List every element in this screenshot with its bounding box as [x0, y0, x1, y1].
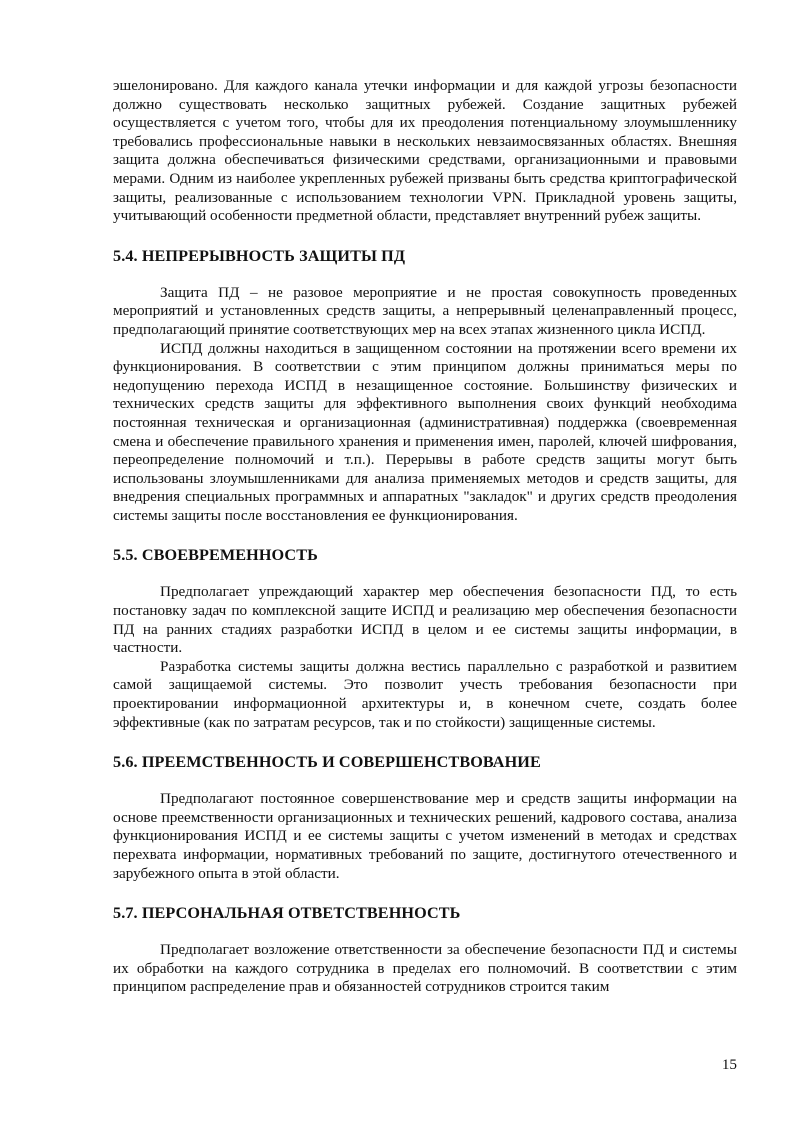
section-heading: 5.7. ПЕРСОНАЛЬНАЯ ОТВЕТСТВЕННОСТЬ — [113, 904, 461, 923]
section-5-5 — [113, 545, 737, 732]
section-5-6 — [113, 752, 737, 883]
paragraph: Предполагает упреждающий характер мер обеспечения безопасности ПД, то есть постановку задач по комплексной защите ИСПД и реализацию мер обеспечения безопасности ПД на ранних стадиях разработки ИСПД в целом и ее системы защиты информации, в частности. — [113, 583, 737, 657]
section-5-4 — [113, 246, 737, 526]
document-page — [113, 77, 737, 997]
paragraph: Разработка системы защиты должна вестись параллельно с разработкой и развитием самой защищаемой системы. Это позволит учесть требования безопасности при проектировании информационной архитектуры и, в конечном счете, создать более эффективные (как по затратам ресурсов, так и по стойкости) защищенные системы. — [113, 657, 737, 731]
section-5-7 — [113, 903, 737, 997]
paragraph: Предполагает возложение ответственности за обеспечение безопасности ПД и системы их обработки на каждого сотрудника в пределах его полномочий. В соответствии с этим принципом распределение прав и обязанностей сотрудников строится таким — [113, 941, 737, 996]
section-heading: 5.5. СВОЕВРЕМЕННОСТЬ — [113, 546, 318, 565]
paragraph: Предполагают постоянное совершенствование мер и средств защиты информации на основе преемственности организационных и технических решений, кадрового состава, анализа функционирования ИСПД и ее системы защиты с учетом изменений в методах и средствах перехвата информации, нормативных требований по защите, достигнутого отечественного и зарубежного опыта в этой области. — [113, 790, 737, 882]
section-heading: 5.4. НЕПРЕРЫВНОСТЬ ЗАЩИТЫ ПД — [113, 246, 406, 265]
paragraph: ИСПД должны находиться в защищенном состоянии на протяжении всего времени их функционирования. В соответствии с этим принципом должны приниматься меры по недопущению перехода ИСПД в незащищенное состояние. Большинству физических и технических средств защиты для эффективного выполнения своих функций необходима постоянная техническая и организационная (административная) поддержка (своевременная смена и обеспечение правильного хранения и применения имен, паролей, ключей шифрования, переопределение полномочий и т.п.). Перерывы в работе средств защиты могут быть использованы злоумышленниками для анализа применяемых методов и средств защиты, для внедрения специальных программных и аппаратных "закладок" и других средств преодоления системы защиты после восстановления ее функционирования. — [113, 339, 737, 524]
intro-paragraph: эшелонировано. Для каждого канала утечки информации и для каждой угрозы безопасности должно существовать несколько защитных рубежей. Создание защитных рубежей осуществляется с учетом того, чтобы для их преодоления потенциальному злоумышленнику требовались профессиональные навыки в нескольких невзаимосвязанных областях. Внешняя защита должна обеспечиваться физическими средствами, организационными и правовыми мерами. Одним из наиболее укрепленных рубежей призваны быть средства криптографической защиты, реализованные с использованием технологии VPN. Прикладной уровень защиты, учитывающий особенности предметной области, представляет внутренний рубеж защиты. — [113, 77, 737, 225]
page-number: 15 — [721, 1056, 737, 1073]
section-heading: 5.6. ПРЕЕМСТВЕННОСТЬ И СОВЕРШЕНСТВОВАНИЕ — [113, 753, 541, 772]
paragraph: Защита ПД – не разовое мероприятие и не простая совокупность проведенных мероприятий и установленных средств защиты, а непрерывный целенаправленный процесс, предполагающий принятие соответствующих мер на всех этапах жизненного цикла ИСПД. — [113, 283, 737, 338]
